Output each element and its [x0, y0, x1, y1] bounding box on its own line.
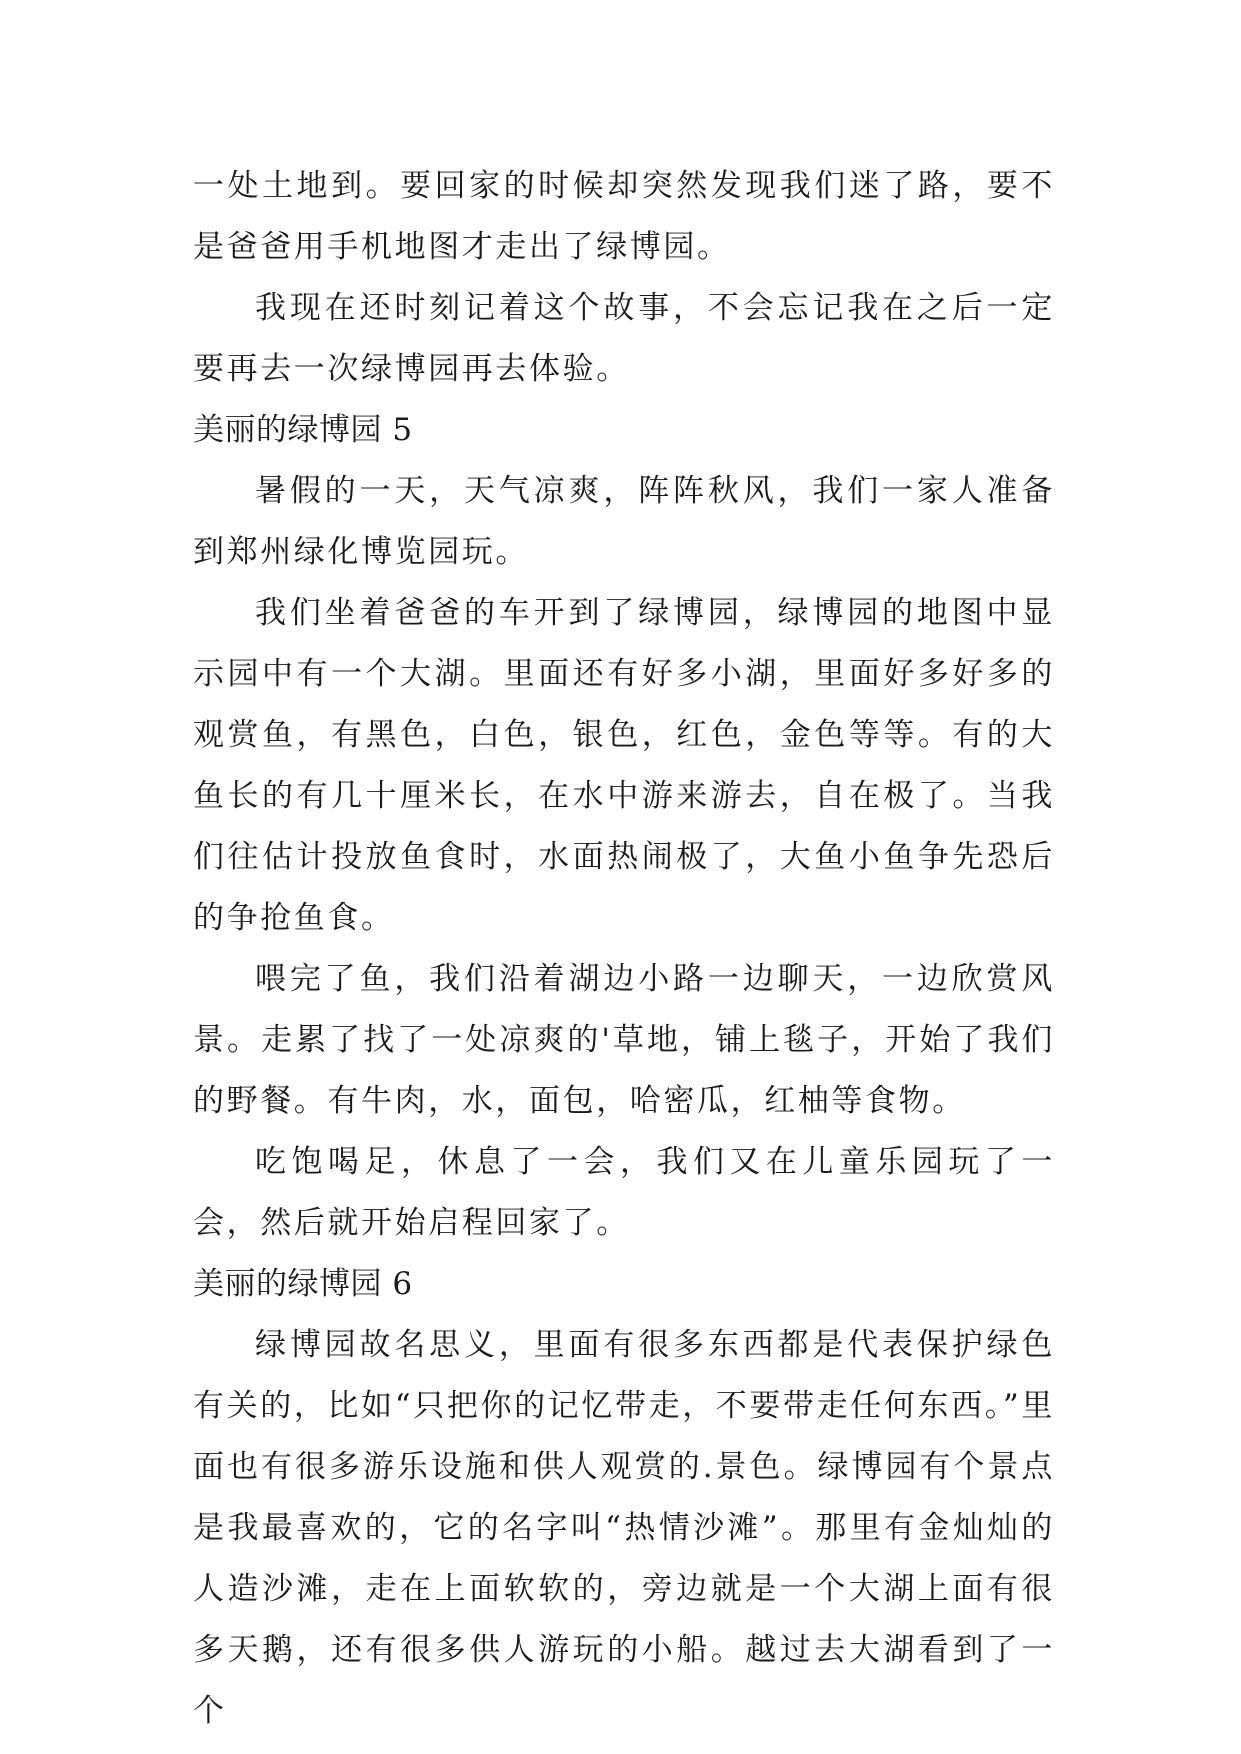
paragraph-picnic: 喂完了鱼，我们沿着湖边小路一边聊天，一边欣赏风景。走累了找了一处凉爽的'草地，铺上毯子，开始了我们的野餐。有牛肉，水，面包，哈密瓜，红柚等食物。 [193, 961, 1055, 1119]
section-heading-5: 美丽的绿博园 5 [193, 412, 413, 448]
paragraph-summer-day: 暑假的一天，天气凉爽，阵阵秋风，我们一家人准备到郑州绿化博览园玩。 [193, 473, 1055, 570]
paragraph-story-memory: 我现在还时刻记着这个故事，不会忘记我在之后一定要再去一次绿博园再去体验。 [193, 290, 1055, 387]
paragraph-continuation: 一处土地到。要回家的时候却突然发现我们迷了路，要不是爸爸用手机地图才走出了绿博园。 [193, 168, 1055, 265]
document-body [193, 156, 1055, 1742]
paragraph-green-expo: 绿博园故名思义，里面有很多东西都是代表保护绿色有关的，比如“只把你的记忆带走，不要带走任何东西。”里面也有很多游乐设施和供人观赏的.景色。绿博园有个景点是我最喜欢的，它的名字叫“热情沙滩”。那里有金灿灿的人造沙滩，走在上面软软的，旁边就是一个大湖上面有很多天鹅，还有很多供人游玩的小船。越过去大湖看到了一个 [193, 1327, 1055, 1729]
paragraph-going-home: 吃饱喝足，休息了一会，我们又在儿童乐园玩了一会，然后就开始启程回家了。 [193, 1144, 1055, 1241]
section-heading-6: 美丽的绿博园 6 [193, 1266, 413, 1302]
paragraph-lake-fish: 我们坐着爸爸的车开到了绿博园，绿博园的地图中显示园中有一个大湖。里面还有好多小湖，里面好多好多的观赏鱼，有黑色，白色，银色，红色，金色等等。有的大鱼长的有几十厘米长，在水中游来游去，自在极了。当我们往估计投放鱼食时，水面热闹极了，大鱼小鱼争先恐后的争抢鱼食。 [193, 595, 1055, 936]
